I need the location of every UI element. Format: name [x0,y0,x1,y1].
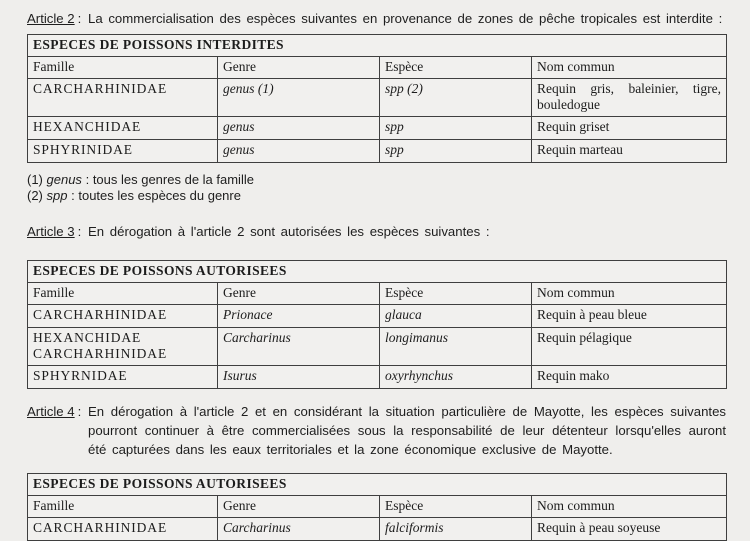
article-4 [27,402,726,459]
footnote-2-term: spp [46,188,68,203]
species-table-autorisees-2 [27,473,727,541]
table-title-row [28,474,727,496]
table-header-row [28,496,727,518]
table-title-row [28,35,727,57]
cell-famille: SPHYRNIDAE [28,366,218,389]
table-row [28,518,727,541]
cell-famille: CARCHARHINIDAE [28,79,218,117]
table-1-title: ESPECES DE POISSONS INTERDITES [28,35,727,57]
article-3-colon: : [77,224,82,239]
article-4-label [27,402,88,421]
header-genre: Genre [218,496,380,518]
article-3-text: En dérogation à l'article 2 sont autorisées les espèces suivantes : [88,224,490,239]
cell-espece: spp [380,140,532,163]
cell-nom-commun: Requin pélagique [532,328,727,366]
cell-espece: spp [380,117,532,140]
header-genre: Genre [218,57,380,79]
header-nom-commun: Nom commun [532,496,727,518]
article-4-label-text: Article 4 [27,404,75,419]
cell-famille: CARCHARHINIDAE [28,305,218,328]
article-2-colon: : [77,11,82,26]
footnote-1-marker: (1) [27,172,43,187]
article-4-colon: : [77,404,82,419]
cell-espece: longimanus [380,328,532,366]
article-3-label-text: Article 3 [27,224,75,239]
cell-nom-commun: Requin griset [532,117,727,140]
cell-espece: glauca [380,305,532,328]
cell-nom-commun: Requin marteau [532,140,727,163]
article-3-label [27,222,88,241]
header-famille: Famille [28,57,218,79]
cell-genre: Isurus [218,366,380,389]
article-2-label [27,9,88,28]
cell-genre: genus (1) [218,79,380,117]
cell-nom-commun: Requin à peau bleue [532,305,727,328]
cell-famille: HEXANCHIDAE CARCHARHINIDAE [28,328,218,366]
cell-genre: Carcharinus [218,518,380,541]
footnote-1-text: tous les genres de la famille [92,172,254,187]
cell-genre: Carcharinus [218,328,380,366]
species-table-autorisees-1 [27,260,727,389]
footnote-1-sep: : [85,172,90,187]
article-2-label-text: Article 2 [27,11,75,26]
species-table-interdites [27,34,727,163]
header-genre: Genre [218,283,380,305]
cell-genre: Prionace [218,305,380,328]
header-famille: Famille [28,283,218,305]
header-espece: Espèce [380,496,532,518]
footnote-1 [27,172,726,188]
cell-espece: oxyrhynchus [380,366,532,389]
table-row [28,140,727,163]
table-title-row [28,261,727,283]
footnotes [27,172,726,204]
cell-genre: genus [218,117,380,140]
table-row [28,328,727,366]
table-row [28,117,727,140]
table-header-row [28,57,727,79]
header-nom-commun: Nom commun [532,283,727,305]
footnote-2-text: toutes les espèces du genre [78,188,241,203]
cell-famille: HEXANCHIDAE [28,117,218,140]
cell-famille: CARCHARHINIDAE [28,518,218,541]
header-espece: Espèce [380,283,532,305]
footnote-1-term: genus [46,172,82,187]
article-3 [27,222,726,241]
table-header-row [28,283,727,305]
article-2 [27,9,726,28]
article-2-text: La commercialisation des espèces suivantes en provenance de zones de pêche tropicales est interdite : [88,11,723,26]
footnote-2-marker: (2) [27,188,43,203]
footnote-2 [27,188,726,204]
cell-espece: spp (2) [380,79,532,117]
cell-nom-commun: Requin mako [532,366,727,389]
cell-nom-commun: Requin gris, baleinier, tigre, bouledogue [532,79,727,117]
header-espece: Espèce [380,57,532,79]
cell-espece: falciformis [380,518,532,541]
header-famille: Famille [28,496,218,518]
table-row [28,79,727,117]
table-row [28,366,727,389]
footnote-2-sep: : [71,188,75,203]
header-nom-commun: Nom commun [532,57,727,79]
table-2-title: ESPECES DE POISSONS AUTORISEES [28,261,727,283]
cell-famille: SPHYRINIDAE [28,140,218,163]
table-row [28,305,727,328]
table-3-title: ESPECES DE POISSONS AUTORISEES [28,474,727,496]
article-4-text: En dérogation à l'article 2 et en considérant la situation particulière de Mayotte, les espèces suivantes pourront continuer à être commercialisées sous la responsabilité de leur détenteur lorsqu'elles auront été capturées dans les eaux territoriales et la zone économique exclusive de Mayotte. [88,404,726,457]
cell-genre: genus [218,140,380,163]
cell-nom-commun: Requin à peau soyeuse [532,518,727,541]
